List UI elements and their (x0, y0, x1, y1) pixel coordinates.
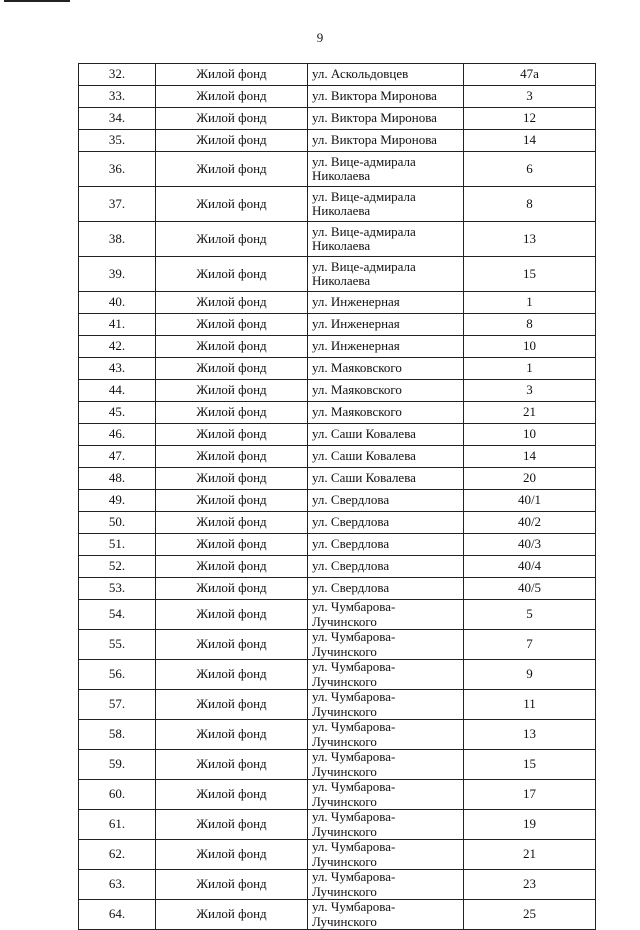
street-name: ул. Свердлова (308, 490, 464, 512)
street-name: ул. Виктора Миронова (308, 86, 464, 108)
street-name: ул. Маяковского (308, 402, 464, 424)
street-name: ул. Вице-адмирала Николаева (308, 152, 464, 187)
row-number: 42. (79, 336, 156, 358)
street-name: ул. Чумбарова-Лучинского (308, 840, 464, 870)
house-number: 1 (464, 292, 596, 314)
table-row (79, 222, 596, 257)
row-number: 54. (79, 600, 156, 630)
table-row (79, 870, 596, 900)
row-number: 41. (79, 314, 156, 336)
object-type: Жилой фонд (156, 86, 308, 108)
object-type: Жилой фонд (156, 660, 308, 690)
house-number: 7 (464, 630, 596, 660)
street-name: ул. Чумбарова-Лучинского (308, 810, 464, 840)
table-row (79, 292, 596, 314)
table-row (79, 64, 596, 86)
table-row (79, 534, 596, 556)
row-number: 56. (79, 660, 156, 690)
street-name: ул. Инженерная (308, 336, 464, 358)
object-type: Жилой фонд (156, 810, 308, 840)
table-row (79, 130, 596, 152)
table-row (79, 690, 596, 720)
object-type: Жилой фонд (156, 690, 308, 720)
object-type: Жилой фонд (156, 534, 308, 556)
address-table-body (79, 64, 596, 930)
house-number: 14 (464, 130, 596, 152)
table-row (79, 358, 596, 380)
object-type: Жилой фонд (156, 720, 308, 750)
row-number: 62. (79, 840, 156, 870)
street-name: ул. Чумбарова-Лучинского (308, 780, 464, 810)
row-number: 53. (79, 578, 156, 600)
table-row (79, 660, 596, 690)
row-number: 44. (79, 380, 156, 402)
house-number: 47а (464, 64, 596, 86)
object-type: Жилой фонд (156, 578, 308, 600)
house-number: 13 (464, 222, 596, 257)
street-name: ул. Чумбарова-Лучинского (308, 720, 464, 750)
table-row (79, 578, 596, 600)
house-number: 15 (464, 750, 596, 780)
house-number: 23 (464, 870, 596, 900)
house-number: 10 (464, 336, 596, 358)
house-number: 19 (464, 810, 596, 840)
table-row (79, 424, 596, 446)
house-number: 20 (464, 468, 596, 490)
object-type: Жилой фонд (156, 600, 308, 630)
row-number: 45. (79, 402, 156, 424)
object-type: Жилой фонд (156, 780, 308, 810)
row-number: 38. (79, 222, 156, 257)
object-type: Жилой фонд (156, 424, 308, 446)
street-name: ул. Маяковского (308, 358, 464, 380)
row-number: 37. (79, 187, 156, 222)
house-number: 21 (464, 402, 596, 424)
object-type: Жилой фонд (156, 512, 308, 534)
street-name: ул. Чумбарова-Лучинского (308, 630, 464, 660)
object-type: Жилой фонд (156, 490, 308, 512)
page-number: 9 (316, 30, 324, 45)
table-row (79, 314, 596, 336)
table-row (79, 86, 596, 108)
object-type: Жилой фонд (156, 630, 308, 660)
table-row (79, 402, 596, 424)
table-row (79, 750, 596, 780)
object-type: Жилой фонд (156, 130, 308, 152)
street-name: ул. Чумбарова-Лучинского (308, 660, 464, 690)
house-number: 40/2 (464, 512, 596, 534)
row-number: 39. (79, 257, 156, 292)
table-row (79, 630, 596, 660)
object-type: Жилой фонд (156, 292, 308, 314)
object-type: Жилой фонд (156, 222, 308, 257)
row-number: 60. (79, 780, 156, 810)
row-number: 52. (79, 556, 156, 578)
house-number: 17 (464, 780, 596, 810)
object-type: Жилой фонд (156, 468, 308, 490)
house-number: 15 (464, 257, 596, 292)
table-row (79, 512, 596, 534)
house-number: 9 (464, 660, 596, 690)
house-number: 40/5 (464, 578, 596, 600)
row-number: 36. (79, 152, 156, 187)
house-number: 11 (464, 690, 596, 720)
object-type: Жилой фонд (156, 900, 308, 930)
house-number: 1 (464, 358, 596, 380)
object-type: Жилой фонд (156, 840, 308, 870)
street-name: ул. Чумбарова-Лучинского (308, 900, 464, 930)
object-type: Жилой фонд (156, 358, 308, 380)
table-row (79, 600, 596, 630)
table-row (79, 490, 596, 512)
object-type: Жилой фонд (156, 446, 308, 468)
house-number: 10 (464, 424, 596, 446)
house-number: 25 (464, 900, 596, 930)
house-number: 21 (464, 840, 596, 870)
row-number: 64. (79, 900, 156, 930)
street-name: ул. Виктора Миронова (308, 130, 464, 152)
street-name: ул. Вице-адмирала Николаева (308, 222, 464, 257)
street-name: ул. Свердлова (308, 578, 464, 600)
street-name: ул. Аскольдовцев (308, 64, 464, 86)
object-type: Жилой фонд (156, 187, 308, 222)
house-number: 3 (464, 380, 596, 402)
row-number: 57. (79, 690, 156, 720)
table-row (79, 556, 596, 578)
street-name: ул. Инженерная (308, 292, 464, 314)
row-number: 35. (79, 130, 156, 152)
street-name: ул. Виктора Миронова (308, 108, 464, 130)
table-row (79, 840, 596, 870)
street-name: ул. Чумбарова-Лучинского (308, 600, 464, 630)
object-type: Жилой фонд (156, 750, 308, 780)
row-number: 34. (79, 108, 156, 130)
object-type: Жилой фонд (156, 870, 308, 900)
table-row (79, 108, 596, 130)
house-number: 40/1 (464, 490, 596, 512)
table-row (79, 446, 596, 468)
address-table (78, 63, 596, 930)
object-type: Жилой фонд (156, 108, 308, 130)
row-number: 58. (79, 720, 156, 750)
table-row (79, 152, 596, 187)
street-name: ул. Вице-адмирала Николаева (308, 257, 464, 292)
house-number: 14 (464, 446, 596, 468)
object-type: Жилой фонд (156, 380, 308, 402)
row-number: 32. (79, 64, 156, 86)
object-type: Жилой фонд (156, 336, 308, 358)
street-name: ул. Инженерная (308, 314, 464, 336)
street-name: ул. Чумбарова-Лучинского (308, 690, 464, 720)
row-number: 51. (79, 534, 156, 556)
street-name: ул. Вице-адмирала Николаева (308, 187, 464, 222)
object-type: Жилой фонд (156, 402, 308, 424)
street-name: ул. Чумбарова-Лучинского (308, 870, 464, 900)
table-row (79, 900, 596, 930)
table-row (79, 257, 596, 292)
house-number: 40/3 (464, 534, 596, 556)
table-row (79, 780, 596, 810)
house-number: 40/4 (464, 556, 596, 578)
row-number: 63. (79, 870, 156, 900)
row-number: 33. (79, 86, 156, 108)
street-name: ул. Свердлова (308, 534, 464, 556)
table-row (79, 187, 596, 222)
object-type: Жилой фонд (156, 314, 308, 336)
house-number: 8 (464, 314, 596, 336)
house-number: 6 (464, 152, 596, 187)
row-number: 61. (79, 810, 156, 840)
row-number: 46. (79, 424, 156, 446)
street-name: ул. Саши Ковалева (308, 446, 464, 468)
street-name: ул. Свердлова (308, 556, 464, 578)
row-number: 43. (79, 358, 156, 380)
street-name: ул. Саши Ковалева (308, 424, 464, 446)
street-name: ул. Маяковского (308, 380, 464, 402)
street-name: ул. Чумбарова-Лучинского (308, 750, 464, 780)
row-number: 48. (79, 468, 156, 490)
house-number: 8 (464, 187, 596, 222)
object-type: Жилой фонд (156, 257, 308, 292)
top-left-rule (4, 0, 70, 2)
table-row (79, 468, 596, 490)
row-number: 59. (79, 750, 156, 780)
object-type: Жилой фонд (156, 152, 308, 187)
row-number: 47. (79, 446, 156, 468)
street-name: ул. Свердлова (308, 512, 464, 534)
table-row (79, 720, 596, 750)
house-number: 13 (464, 720, 596, 750)
table-row (79, 380, 596, 402)
house-number: 5 (464, 600, 596, 630)
street-name: ул. Саши Ковалева (308, 468, 464, 490)
house-number: 3 (464, 86, 596, 108)
object-type: Жилой фонд (156, 64, 308, 86)
object-type: Жилой фонд (156, 556, 308, 578)
row-number: 40. (79, 292, 156, 314)
table-row (79, 336, 596, 358)
house-number: 12 (464, 108, 596, 130)
row-number: 49. (79, 490, 156, 512)
table-row (79, 810, 596, 840)
row-number: 55. (79, 630, 156, 660)
row-number: 50. (79, 512, 156, 534)
